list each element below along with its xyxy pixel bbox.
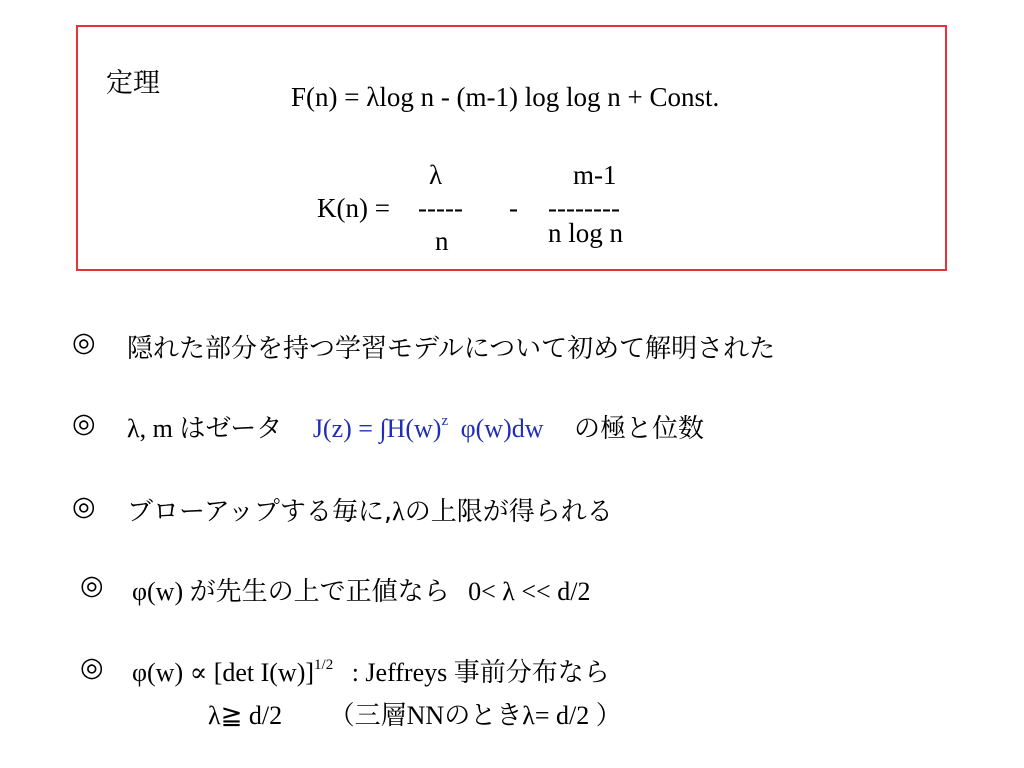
k-frac2-bar: -------- <box>548 193 620 223</box>
bullet-5-paren-open: （三層 <box>328 701 407 731</box>
zeta-function-a: J(z) = ∫H(w) <box>312 414 442 443</box>
k-frac1-denominator: n <box>435 226 449 256</box>
bullet-5-sub-a: λ≧ d/2 <box>208 701 283 730</box>
lambda-m-vars: λ, m <box>127 414 173 443</box>
theorem-box <box>76 25 947 271</box>
bullet-5-line <box>132 652 610 689</box>
bullet-2-text-a: はゼータ <box>179 414 283 444</box>
jeffreys-expr-a: φ(w) ∝ [det I(w)] <box>132 658 315 687</box>
bullet-mark: ◎ <box>72 408 96 439</box>
bullet-5-paren-text: のとき <box>444 701 523 731</box>
zeta-function-sup: z <box>441 413 449 429</box>
bullet-4-phi: φ(w) <box>132 577 184 606</box>
jeffreys-expr-sup: 1/2 <box>314 657 334 673</box>
bullet-mark: ◎ <box>72 327 96 358</box>
k-frac1-bar: ----- <box>418 193 463 223</box>
bullet-mark: ◎ <box>80 570 104 601</box>
bullet-3-lambda: λ <box>392 497 405 526</box>
bullet-5-subline <box>208 695 622 732</box>
bullet-3-text-a: ブローアップする毎に, <box>127 497 393 527</box>
zeta-function-b: φ(w)dw <box>460 414 544 443</box>
k-lhs: K(n) = <box>317 193 390 223</box>
bullet-2-line <box>127 408 704 445</box>
k-frac2-numerator: m-1 <box>573 160 617 190</box>
k-minus: - <box>509 193 518 223</box>
bullet-2-text-b: の極と位数 <box>574 414 705 444</box>
bullet-3-text-b: の上限が得られる <box>404 497 613 527</box>
bullet-5-text: 事前分布なら <box>453 658 610 688</box>
bullet-4-text: が先生の上で正値なら <box>189 577 450 607</box>
jeffreys-expr-b: : Jeffreys <box>351 658 448 687</box>
bullet-mark: ◎ <box>72 491 96 522</box>
bullet-4-line <box>132 571 590 608</box>
bullet-mark: ◎ <box>80 652 104 683</box>
bullet-3-line <box>127 491 613 528</box>
f-formula: F(n) = λlog n - (m-1) log log n + Const. <box>291 82 720 112</box>
k-frac2-denominator: n log n <box>548 218 624 248</box>
bullet-4-condition: 0< λ << d/2 <box>468 577 591 606</box>
bullet-1-text: 隠れた部分を持つ学習モデルについて初めて解明された <box>127 334 776 364</box>
k-frac1-numerator: λ <box>429 160 443 190</box>
bullet-5-sub-b: λ= d/2 ） <box>522 701 622 730</box>
bullet-5-nn: NN <box>406 701 445 730</box>
theorem-heading: 定理 <box>106 68 160 99</box>
